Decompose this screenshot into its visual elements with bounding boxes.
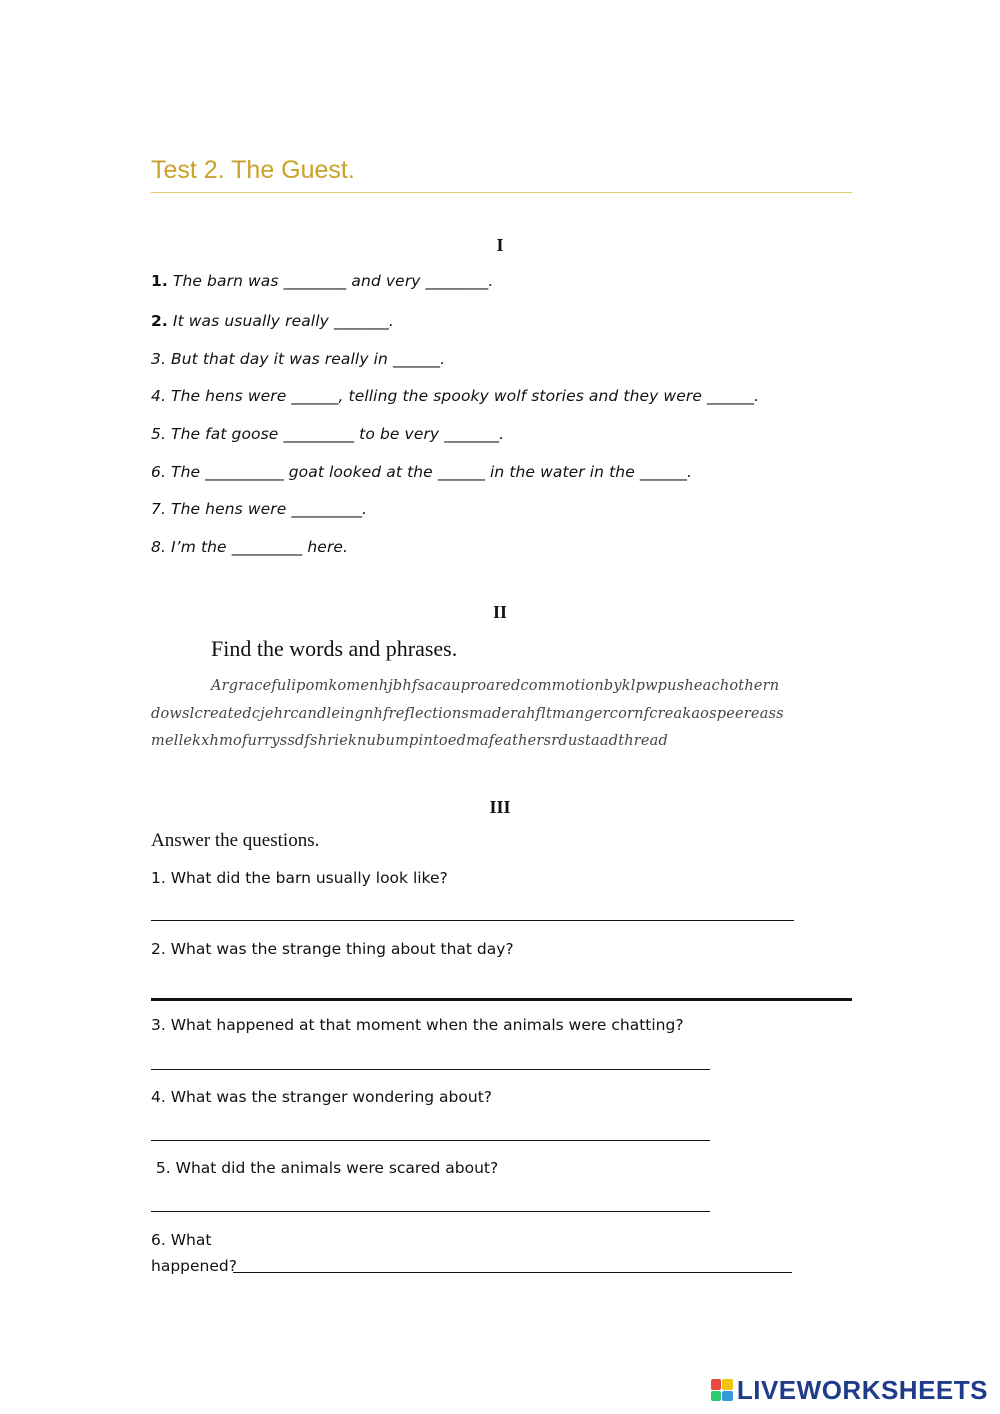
gap-item-6: 6. The __________ goat looked at the ______ in the water in the ______. (151, 463, 693, 481)
answer-line-6[interactable] (233, 1272, 792, 1273)
word-search-line-3: mellekxhmofurryssdfshrieknubumpintoedmafeathersrdustaadthread (151, 733, 669, 749)
question-3: 3. What happened at that moment when the animals were chatting? (151, 1016, 684, 1034)
liveworksheets-logo (711, 1376, 988, 1404)
gap-item-4: 4. The hens were ______, telling the spooky wolf stories and they were ______. (151, 387, 760, 405)
question-5: 5. What did the animals were scared about? (151, 1159, 499, 1177)
title-underline (151, 192, 852, 193)
logo-text: LIVEWORKSHEETS (736, 1374, 988, 1405)
gap-item-2 (151, 312, 394, 330)
logo-badge-icon (711, 1379, 733, 1401)
gap-item-1 (151, 272, 493, 290)
question-6-line-1: 6. What (151, 1231, 212, 1249)
section-1-heading: I (496, 235, 504, 255)
word-search-line-2: dowslcreatedcjehrcandleingnhfreflectionsmaderahfltmangercornfcreakaospeereass (151, 706, 784, 722)
answer-line-4[interactable] (151, 1140, 710, 1141)
gap-item-number: 2. (151, 312, 168, 330)
answer-line-1[interactable] (151, 920, 794, 921)
page-title: Test 2. The Guest. (151, 156, 355, 184)
gap-item-text: The barn was ________ and very ________. (167, 272, 494, 290)
gap-item-5: 5. The fat goose _________ to be very _______. (151, 425, 505, 443)
question-1: 1. What did the barn usually look like? (151, 869, 448, 887)
section-2-heading: II (492, 602, 507, 622)
gap-item-8: 8. I’m the _________ here. (151, 538, 349, 556)
question-2: 2. What was the strange thing about that day? (151, 940, 514, 958)
answer-line-5[interactable] (151, 1211, 710, 1212)
section-3-heading: III (489, 797, 511, 817)
gap-item-number: 1. (151, 272, 168, 290)
answer-line-2[interactable] (151, 998, 852, 1001)
question-4: 4. What was the stranger wondering about? (151, 1088, 493, 1106)
gap-item-text: It was usually really _______. (172, 312, 394, 330)
word-search-line-1: Argracefulipomkomenhjbhfsacauproaredcommotionbyklpwpusheachothern (211, 678, 780, 694)
word-search-instruction: Find the words and phrases. (211, 636, 458, 661)
question-6-line-2: happened? (151, 1257, 237, 1275)
questions-instruction: Answer the questions. (151, 830, 320, 851)
answer-line-3[interactable] (151, 1069, 710, 1070)
gap-item-7: 7. The hens were _________. (151, 500, 368, 518)
gap-item-3: 3. But that day it was really in ______. (151, 350, 446, 368)
